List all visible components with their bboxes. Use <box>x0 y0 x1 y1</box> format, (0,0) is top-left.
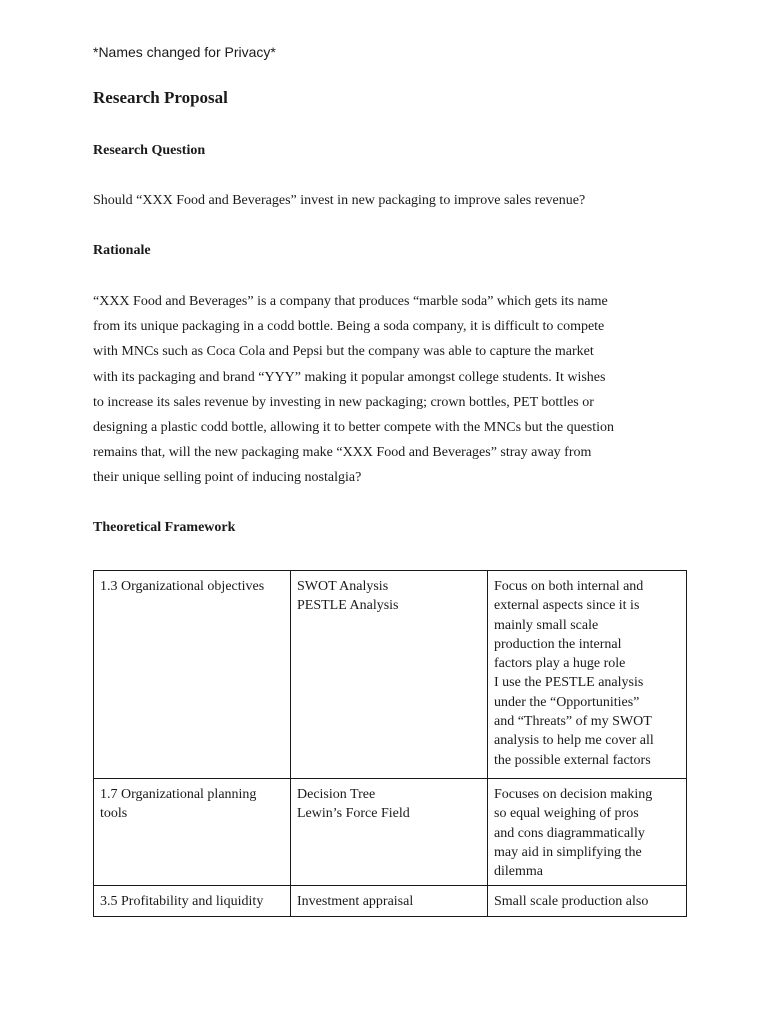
rationale-line: designing a plastic codd bottle, allowing it to better compete with the MNCs but the question <box>93 419 615 435</box>
table-row <box>94 571 687 779</box>
document-title: Research Proposal <box>93 88 228 107</box>
justification-text: Small scale production also <box>494 894 649 910</box>
justification-text: may aid in simplifying the <box>494 844 642 860</box>
rationale-heading: Rationale <box>93 243 151 258</box>
tool-text: PESTLE Analysis <box>297 598 399 614</box>
justification-text: and cons diagrammatically <box>494 825 645 841</box>
table-row <box>94 779 687 886</box>
rationale-line: to increase its sales revenue by investing in new packaging; crown bottles, PET bottles or <box>93 394 594 410</box>
rationale-line: “XXX Food and Beverages” is a company that produces “marble soda” which gets its name <box>93 294 608 309</box>
research-question-heading: Research Question <box>93 143 206 158</box>
topic-text: tools <box>100 806 128 822</box>
justification-cell <box>488 571 687 779</box>
justification-cell <box>488 779 687 886</box>
research-question-text: Should “XXX Food and Beverages” invest in new packaging to improve sales revenue? <box>93 193 586 208</box>
topic-cell <box>94 779 291 886</box>
justification-text: I use the PESTLE analysis <box>494 675 644 691</box>
justification-text: analysis to help me cover all <box>494 733 654 749</box>
rationale-paragraph <box>93 292 693 494</box>
rationale-line: their unique selling point of inducing nostalgia? <box>93 470 362 486</box>
rationale-line: from its unique packaging in a codd bottle. Being a soda company, it is difficult to compete <box>93 319 605 335</box>
topic-text: 3.5 Profitability and liquidity <box>100 894 264 910</box>
tools-cell <box>291 779 488 886</box>
tool-text: Decision Tree <box>297 787 376 802</box>
privacy-note: *Names changed for Privacy* <box>93 44 276 60</box>
theoretical-framework-heading: Theoretical Framework <box>93 520 236 535</box>
topic-cell <box>94 886 291 916</box>
rationale-line: with its packaging and brand “YYY” making it popular amongst college students. It wishes <box>93 369 606 385</box>
justification-text: Focus on both internal and <box>494 579 644 594</box>
rationale-line: remains that, will the new packaging make “XXX Food and Beverages” stray away from <box>93 445 592 461</box>
table-row <box>94 886 687 916</box>
justification-text: the possible external factors <box>494 752 651 768</box>
justification-cell <box>488 886 687 916</box>
topic-cell <box>94 571 291 779</box>
rationale-line: with MNCs such as Coca Cola and Pepsi but the company was able to capture the market <box>93 344 594 360</box>
theoretical-framework-table <box>93 570 687 917</box>
justification-text: factors play a huge role <box>494 656 626 672</box>
justification-text: mainly small scale <box>494 617 599 633</box>
justification-text: and “Threats” of my SWOT <box>494 714 652 730</box>
justification-text: external aspects since it is <box>494 598 640 614</box>
justification-text: Focuses on decision making <box>494 787 653 802</box>
topic-text: 1.7 Organizational planning <box>100 787 257 802</box>
tool-text: Investment appraisal <box>297 894 414 910</box>
topic-text: 1.3 Organizational objectives <box>100 579 265 594</box>
justification-text: under the “Opportunities” <box>494 694 640 710</box>
justification-text: dilemma <box>494 864 543 880</box>
justification-text: production the internal <box>494 636 622 652</box>
tools-cell <box>291 886 488 916</box>
tool-text: Lewin’s Force Field <box>297 806 410 822</box>
justification-text: so equal weighing of pros <box>494 806 639 822</box>
tools-cell <box>291 571 488 779</box>
tool-text: SWOT Analysis <box>297 579 389 594</box>
